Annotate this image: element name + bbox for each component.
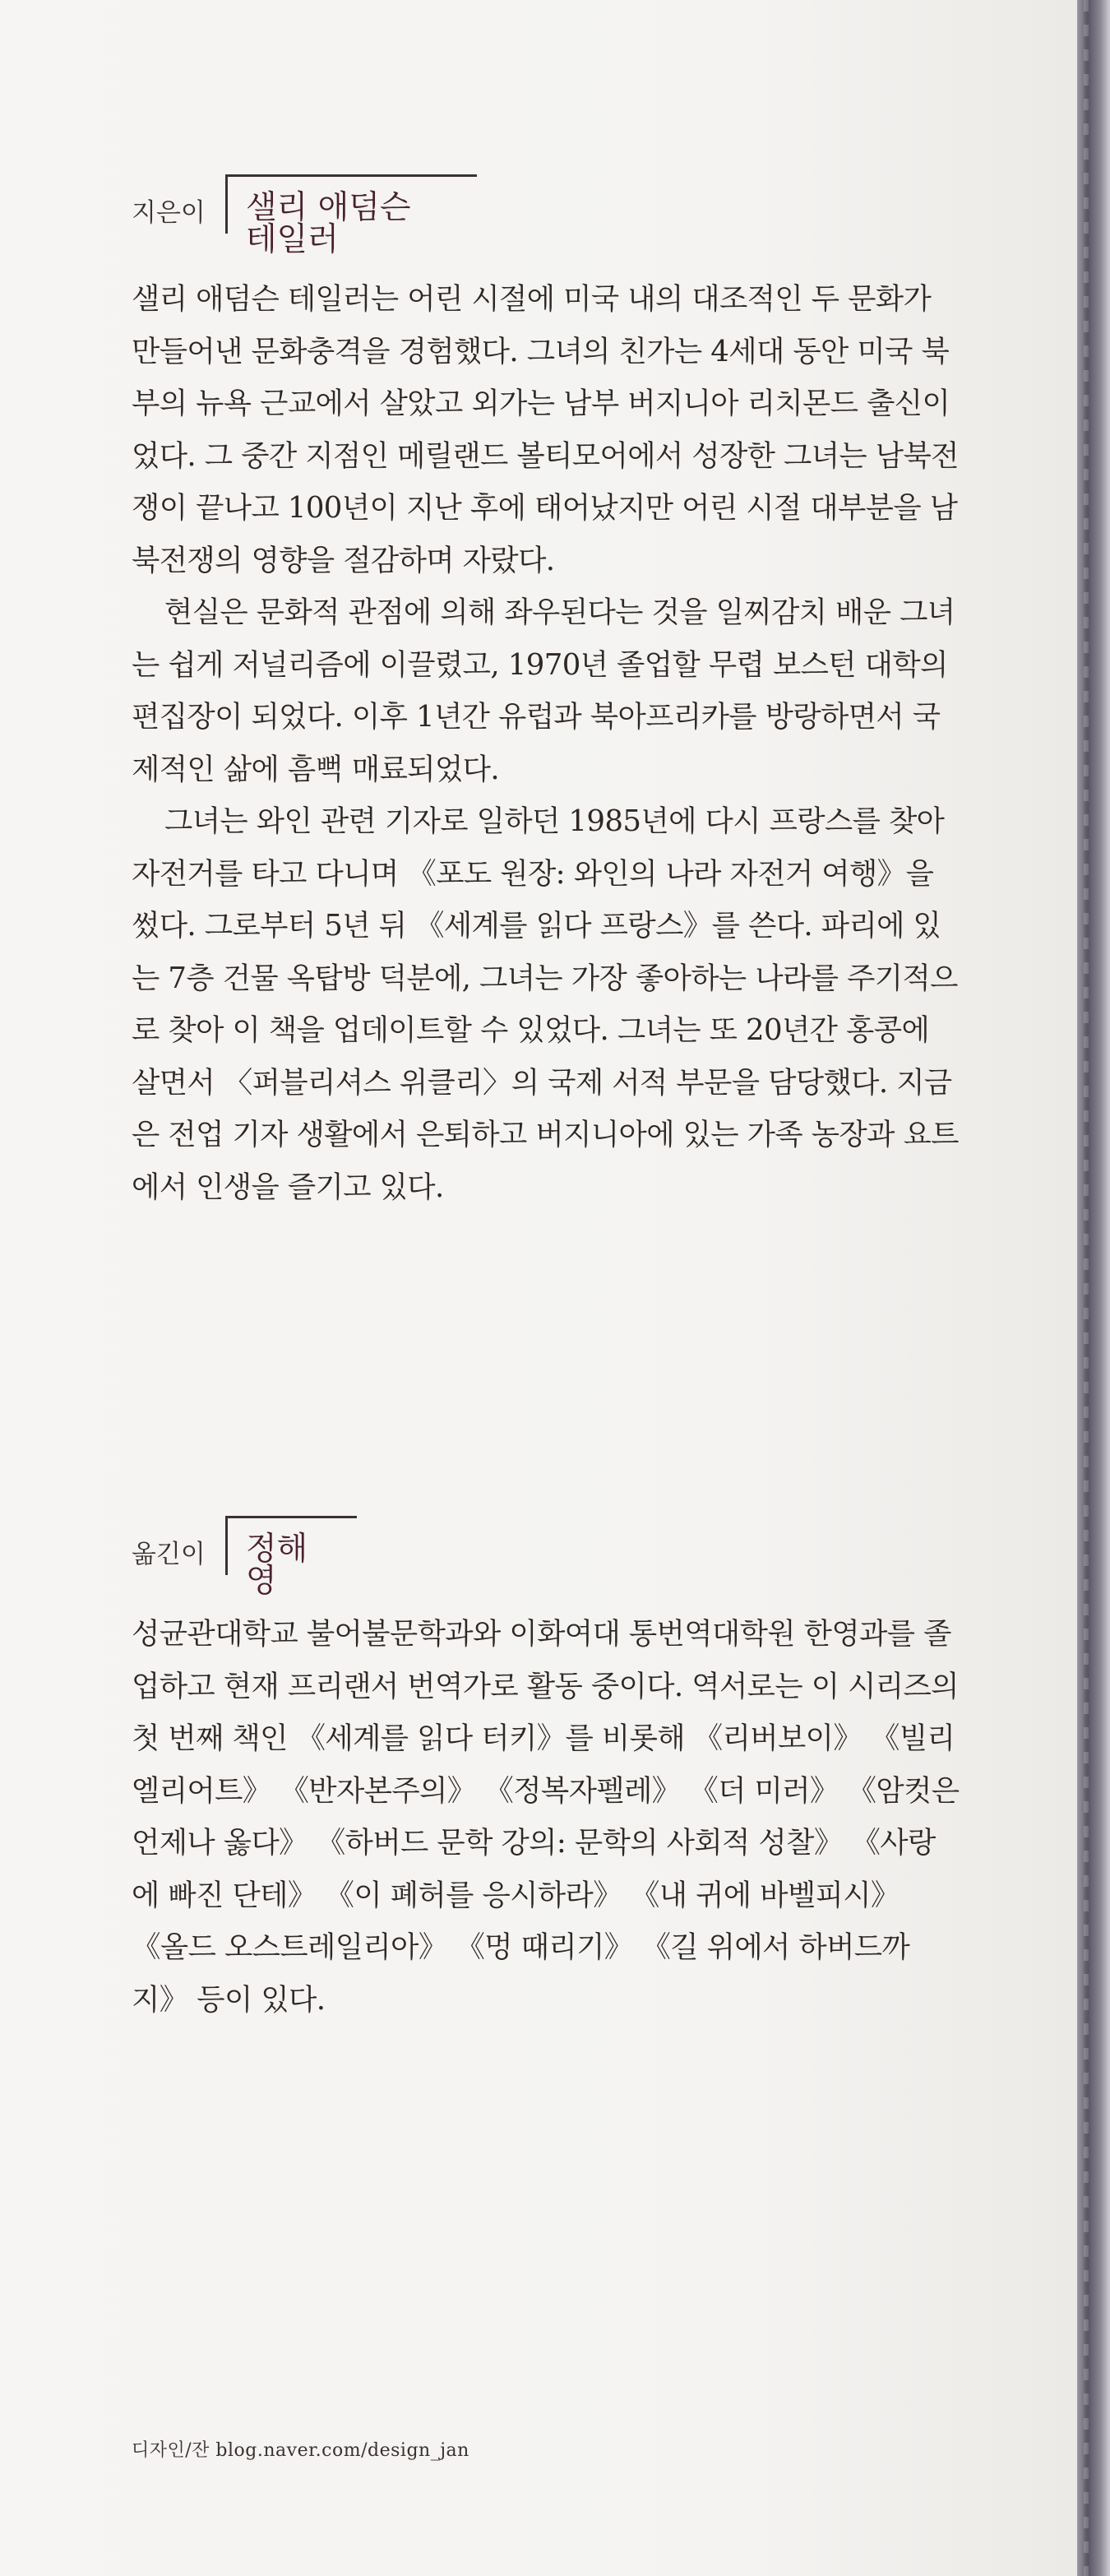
book-edge — [1077, 0, 1110, 2576]
author-heading — [132, 174, 477, 258]
author-bio-paragraph: 현실은 문화적 관점에 의해 좌우된다는 것을 일찌감치 배운 그녀는 쉽게 저널리즘에 이끌렸고, 1970년 졸업할 무렵 보스턴 대학의 편집장이 되었다. 이후 1년간 유럽과 북아프리카를 방랑하면서 국제적인 삶에 흠뻑 매료되었다. — [132, 595, 955, 786]
translator-bio-paragraph: 성균관대학교 불어불문학과와 이화여대 통번역대학원 한영과를 졸업하고 현재 프리랜서 번역가로 활동 중이다. 역서로는 이 시리즈의 첫 번째 책인 《세계를 읽다 터키》를 비롯해 《리버보이》 《빌리 엘리어트》 《반자본주의》 《정복자펠레》 《더 미러》 《암컷은 언제나 옳다》 《하버드 문학 강의: 문학의 사회적 성찰》 《사랑에 빠진 단테》 《이 폐허를 응시하라》 《내 귀에 바벨피시》 《올드 오스트레일리아》 《멍 때리기》 《길 위에서 하버드까지》 등이 있다. — [132, 1617, 960, 2017]
translator-role-label: 옮긴이 — [132, 1540, 206, 1569]
translator-name: 정해영 — [225, 1516, 357, 1575]
translator-heading — [132, 1516, 357, 1600]
author-bio-paragraph: 샐리 애덤슨 테일러는 어린 시절에 미국 내의 대조적인 두 문화가 만들어낸 문화충격을 경험했다. 그녀의 친가는 4세대 동안 미국 북부의 뉴욕 근교에서 살았고 외가는 남부 버지니아 리치몬드 출신이었다. 그 중간 지점인 메릴랜드 볼티모어에서 성장한 그녀는 남북전쟁이 끝나고 100년이 지난 후에 태어났지만 어린 시절 대부분을 남북전쟁의 영향을 절감하며 자랐다. — [132, 282, 959, 577]
author-role-label: 지은이 — [132, 198, 206, 228]
author-bio-paragraph: 그녀는 와인 관련 기자로 일하던 1985년에 다시 프랑스를 찾아 자전거를 타고 다니며 《포도 원장: 와인의 나라 자전거 여행》을 썼다. 그로부터 5년 뒤 《세계를 읽다 프랑스》를 쓴다. 파리에 있는 7층 건물 옥탑방 덕분에, 그녀는 가장 좋아하는 나라를 주기적으로 찾아 이 책을 업데이트할 수 있었다. 그녀는 또 20년간 홍콩에 살면서 〈퍼블리셔스 위클리〉의 국제 서적 부문을 담당했다. 지금은 전업 기자 생활에서 은퇴하고 버지니아에 있는 가족 농장과 요트에서 인생을 즐기고 있다. — [132, 804, 959, 1204]
author-bio — [132, 273, 962, 1213]
translator-bio — [132, 1608, 962, 2026]
author-name: 샐리 애덤슨 테일러 — [225, 174, 477, 234]
design-credit: 디자인/잔 blog.naver.com/design_jan — [132, 2440, 469, 2461]
